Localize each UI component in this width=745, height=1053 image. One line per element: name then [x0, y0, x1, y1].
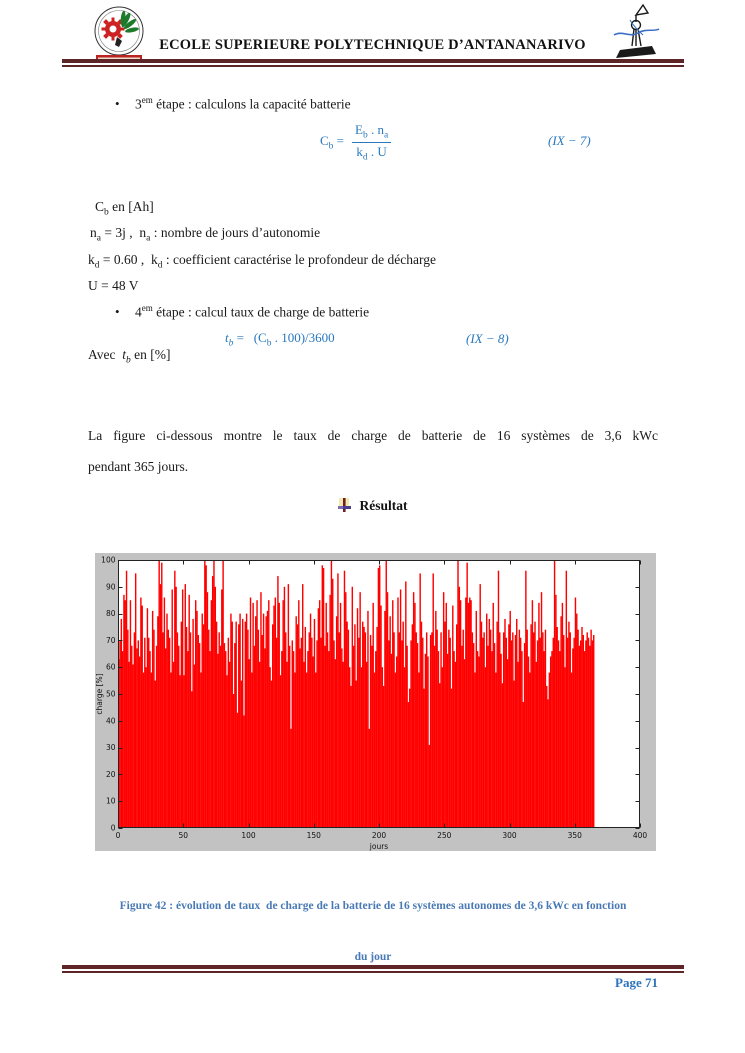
flag-marker-icon: [338, 498, 351, 514]
footer-rule-thick: [62, 965, 684, 969]
espa-school-logo: [88, 5, 150, 65]
bullet-dot: •: [115, 96, 120, 111]
paragraph-line2: pendant 365 jours.: [88, 459, 189, 474]
step4-text: $4^{em}$ étape : calcul taux de charge de batterie: [135, 303, 370, 320]
result-heading: [0, 498, 745, 514]
eq7-denominator: $k_d$ . U: [352, 142, 390, 163]
caption-line2: du jour: [354, 951, 392, 963]
header-rule-thick: [62, 59, 684, 63]
base-icon: [616, 46, 656, 58]
eq7-numerator: $E_b$ . $n_a$: [355, 122, 389, 141]
line-avec-tb: Avec $t_b$ en [%]: [88, 347, 171, 366]
department-logo: [610, 2, 662, 64]
header-rule-thin: [62, 65, 684, 67]
figure-intro-paragraph: [88, 420, 658, 482]
triangle-flag-icon: [636, 5, 648, 15]
page-number: Page 71: [615, 975, 658, 990]
result-label: Résultat: [359, 498, 408, 513]
battery-chart-canvas: [95, 553, 656, 851]
eq8-tag: (IX − 8): [466, 331, 509, 346]
equation-ix7: [320, 122, 392, 162]
eq7-tag: (IX − 7): [548, 133, 591, 148]
caption-line1: Figure 42 : évolution de taux de charge de la batterie de 16 systèmes autonomes de 3,6 kWc en fonction: [119, 900, 627, 912]
paragraph-line1: La figure ci-dessous montre le taux de charge de batterie de 16 systèmes de 3,6 kWc: [88, 428, 658, 443]
equation-ix8: $t_b = (C_b$ . 100)/3600: [225, 330, 335, 349]
line-u-value: U = 48 V: [88, 278, 139, 293]
header-school-name: ECOLE SUPERIEURE POLYTECHNIQUE D’ANTANANARIVO: [159, 37, 586, 53]
step3-bullet-item: [115, 95, 351, 113]
line-kd-definition: $k_d = 0.60$ , $k_d$ : coefficient caractérise le profondeur de décharge: [88, 252, 436, 271]
eq7-lhs: $C_b$ =: [320, 132, 345, 152]
step4-bullet-item: [115, 303, 369, 321]
step3-text: $3^{em}$ étape : calculons la capacité batterie: [135, 95, 351, 112]
battery-charge-chart-figure: [95, 553, 656, 851]
line-na-definition: $n_a = 3j$ , $n_a$ : nombre de jours d’autonomie: [90, 225, 321, 244]
line-cb-unit: $C_b$ en [Ah]: [95, 199, 154, 218]
eq7-fraction: [351, 122, 392, 162]
figure-caption: [88, 864, 658, 1000]
footer-rule-thin: [62, 971, 684, 973]
bullet-dot: •: [115, 304, 120, 319]
